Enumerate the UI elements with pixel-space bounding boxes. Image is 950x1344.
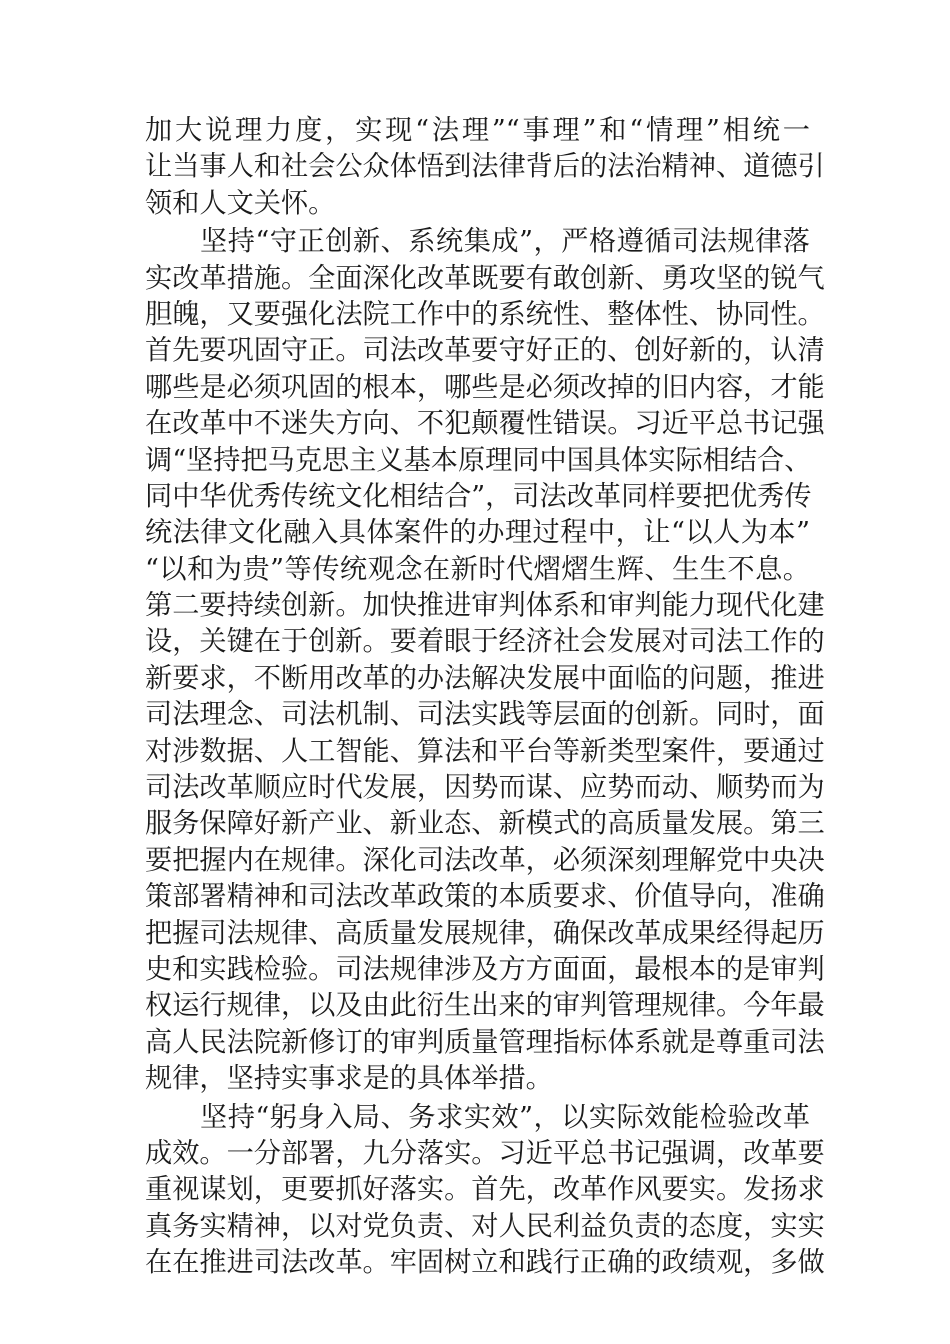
paragraph	[145, 224, 825, 1097]
text-line: 首先要巩固守正。司法改革要守好正的、创好新的，认清	[145, 335, 825, 367]
text-line: 同中华优秀传统文化相结合”，司法改革同样要把优秀传	[145, 480, 812, 512]
text-line: 把握司法规律、高质量发展规律，确保改革成果经得起历	[145, 917, 825, 949]
text-line: 坚持“守正创新、系统集成”，严格遵循司法规律落	[200, 226, 810, 258]
document-body-text	[145, 113, 825, 1282]
text-line: 领和人文关怀。	[145, 187, 336, 219]
text-line: 重视谋划，更要抓好落实。首先，改革作风要实。发扬求	[145, 1174, 825, 1206]
text-line: “以和为贵”等传统观念在新时代熠熠生辉、生生不息。	[145, 553, 810, 585]
text-line: 策部署精神和司法改革政策的本质要求、价值导向，准确	[145, 881, 825, 913]
text-line: 加大说理力度，实现“法理”“事理”和“情理”相统一	[145, 115, 810, 146]
text-line: 史和实践检验。司法规律涉及方方面面，最根本的是审判	[145, 953, 825, 985]
text-line: 让当事人和社会公众体悟到法律背后的法治精神、道德引	[145, 151, 825, 183]
text-line: 坚持“躬身入局、务求实效”，以实际效能检验改革	[200, 1101, 810, 1133]
text-line: 第二要持续创新。加快推进审判体系和审判能力现代化建	[145, 590, 825, 622]
text-line: 要把握内在规律。深化司法改革，必须深刻理解党中央决	[145, 844, 825, 876]
text-line: 新要求，不断用改革的办法解决发展中面临的问题，推进	[145, 662, 825, 694]
text-line: 规律，坚持实事求是的具体举措。	[145, 1063, 553, 1095]
text-line: 实改革措施。全面深化改革既要有敢创新、勇攻坚的锐气	[145, 262, 825, 294]
paragraph	[145, 1100, 825, 1282]
text-line: 哪些是必须巩固的根本，哪些是必须改掉的旧内容，才能	[145, 371, 825, 403]
text-line: 成效。一分部署，九分落实。习近平总书记强调，改革要	[145, 1137, 825, 1169]
text-line: 司法理念、司法机制、司法实践等层面的创新。同时，面	[145, 699, 825, 731]
text-line: 权运行规律，以及由此衍生出来的审判管理规律。今年最	[145, 990, 825, 1022]
text-line: 在在推进司法改革。牢固树立和践行正确的政绩观，多做	[145, 1247, 825, 1279]
text-line: 调“坚持把马克思主义基本原理同中国具体实际相结合、	[145, 444, 812, 476]
paragraph	[145, 113, 825, 222]
text-line: 真务实精神，以对党负责、对人民利益负责的态度，实实	[145, 1210, 825, 1242]
text-line: 设，关键在于创新。要着眼于经济社会发展对司法工作的	[145, 626, 825, 658]
text-line: 胆魄，又要强化法院工作中的系统性、整体性、协同性。	[145, 298, 825, 330]
text-line: 统法律文化融入具体案件的办理过程中，让“以人为本”	[145, 517, 810, 549]
text-line: 对涉数据、人工智能、算法和平台等新类型案件，要通过	[145, 735, 825, 767]
text-line: 服务保障好新产业、新业态、新模式的高质量发展。第三	[145, 808, 825, 840]
text-line: 在改革中不迷失方向、不犯颠覆性错误。习近平总书记强	[145, 408, 825, 440]
text-line: 司法改革顺应时代发展，因势而谋、应势而动、顺势而为	[145, 772, 825, 804]
text-line: 高人民法院新修订的审判质量管理指标体系就是尊重司法	[145, 1026, 825, 1058]
